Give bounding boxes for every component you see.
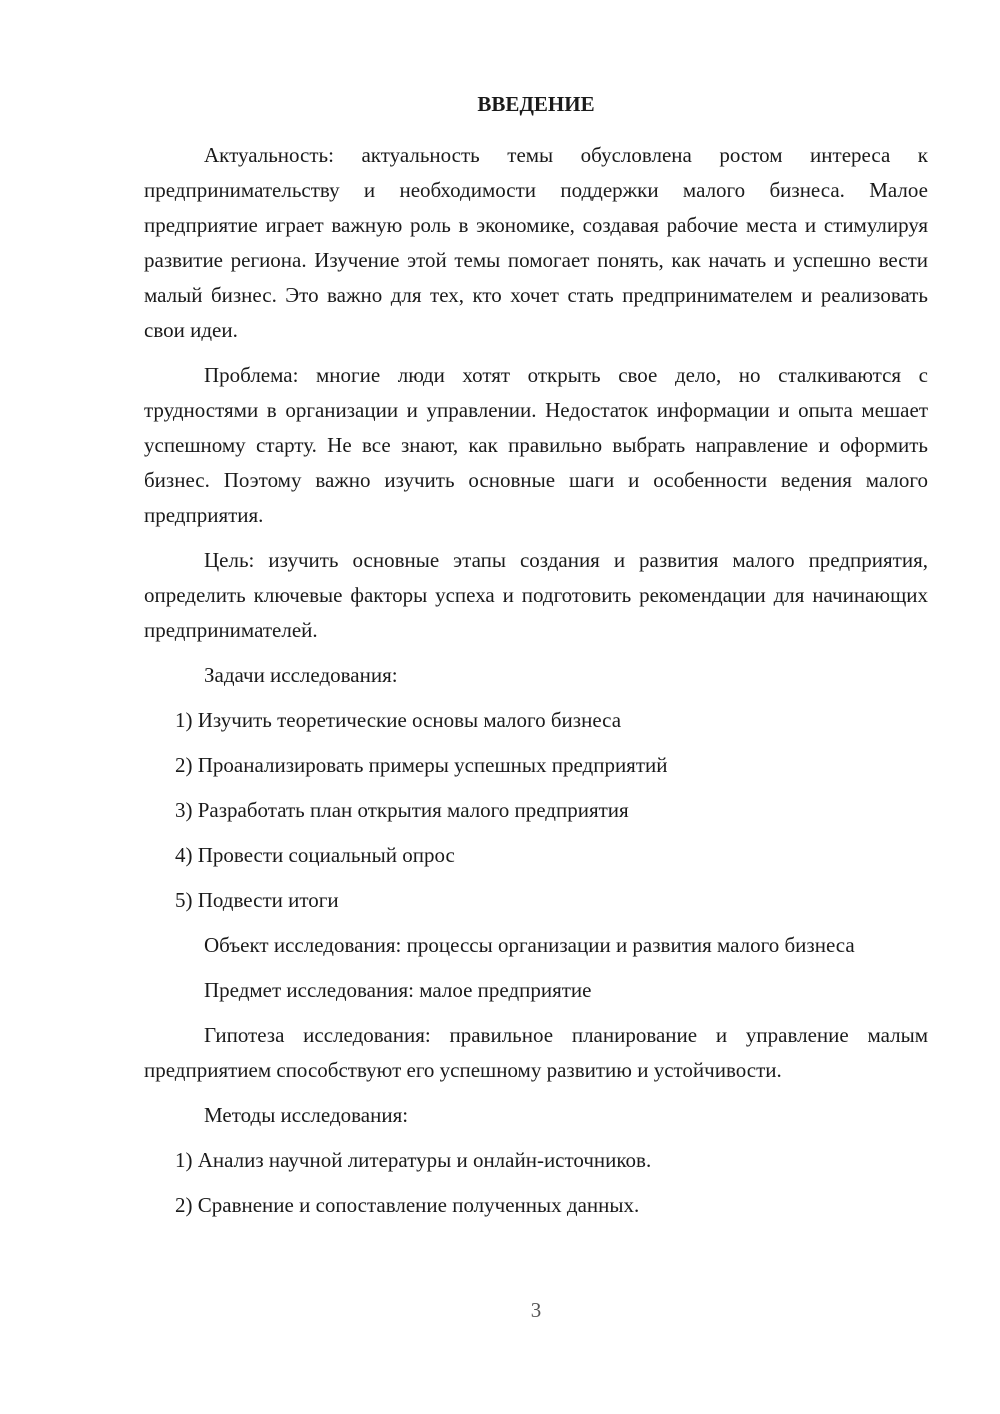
method-item: 1) Анализ научной литературы и онлайн-источников. [175, 1148, 652, 1172]
problem-paragraph: Проблема: многие люди хотят открыть свое дело, но сталкиваются с трудностями в организации и управлении. Недостаток информации и опыта мешает успешному старту. Не все знают, как правильно выбрать направление и оформить бизнес. Поэтому важно изучить основные шаги и особенности ведения малого предприятия. [144, 363, 928, 527]
subject-paragraph: Предмет исследования: малое предприятие [204, 978, 592, 1002]
task-item: 5) Подвести итоги [175, 888, 339, 912]
page-number: 3 [530, 1298, 542, 1322]
task-item: 2) Проанализировать примеры успешных предприятий [175, 753, 668, 777]
object-paragraph: Объект исследования: процессы организации и развития малого бизнеса [204, 933, 855, 957]
relevance-paragraph: Актуальность: актуальность темы обусловлена ростом интереса к предпринимательству и необходимости поддержки малого бизнеса. Малое предприятие играет важную роль в экономике, создавая рабочие места и стимулируя развитие региона. Изучение этой темы помогает понять, как начать и успешно вести малый бизнес. Это важно для тех, кто хочет стать предпринимателем и реализовать свои идеи. [144, 143, 928, 342]
task-item: 1) Изучить теоретические основы малого бизнеса [175, 708, 622, 732]
section-title: ВВЕДЕНИЕ [477, 92, 595, 116]
document-page [144, 92, 928, 1233]
methods-label: Методы исследования: [204, 1103, 409, 1127]
task-item: 3) Разработать план открытия малого предприятия [175, 798, 629, 822]
method-item: 2) Сравнение и сопоставление полученных данных. [175, 1193, 640, 1217]
tasks-label: Задачи исследования: [204, 663, 398, 687]
hypothesis-paragraph: Гипотеза исследования: правильное планирование и управление малым предприятием способствуют его успешному развитию и устойчивости. [144, 1023, 928, 1082]
task-item: 4) Провести социальный опрос [175, 843, 455, 867]
goal-paragraph: Цель: изучить основные этапы создания и развития малого предприятия, определить ключевые факторы успеха и подготовить рекомендации для начинающих предпринимателей. [144, 548, 928, 642]
